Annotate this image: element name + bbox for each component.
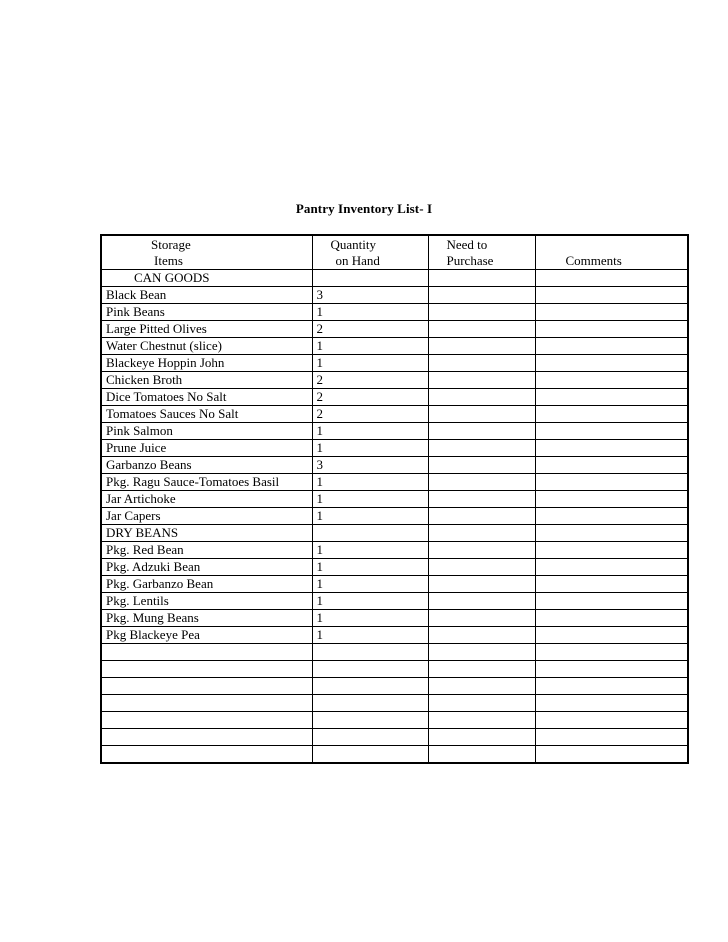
header-storage-items <box>101 235 312 270</box>
need-to-purchase-cell <box>428 508 535 525</box>
table-row <box>101 559 688 576</box>
comments-cell <box>535 372 688 389</box>
header-comments-label: Comments <box>565 253 622 268</box>
item-name-cell: Pkg. Ragu Sauce-Tomatoes Basil <box>101 474 312 491</box>
need-to-purchase-cell <box>428 661 535 678</box>
comments-cell <box>535 457 688 474</box>
comments-cell <box>535 508 688 525</box>
table-section-row <box>101 525 688 542</box>
table-row <box>101 627 688 644</box>
item-name-cell: Pkg. Garbanzo Bean <box>101 576 312 593</box>
need-to-purchase-cell <box>428 406 535 423</box>
section-heading: CAN GOODS <box>101 270 312 287</box>
item-name-cell <box>101 678 312 695</box>
comments-cell <box>535 746 688 764</box>
quantity-cell <box>312 695 428 712</box>
need-to-purchase-cell <box>428 389 535 406</box>
need-to-purchase-cell <box>428 542 535 559</box>
section-heading: DRY BEANS <box>101 525 312 542</box>
comments-cell <box>535 729 688 746</box>
item-name-cell: Pkg. Mung Beans <box>101 610 312 627</box>
item-name-cell: Large Pitted Olives <box>101 321 312 338</box>
item-name-cell: Pink Beans <box>101 304 312 321</box>
inventory-table-body <box>101 270 688 764</box>
item-name-cell: Pkg. Red Bean <box>101 542 312 559</box>
quantity-cell: 1 <box>312 627 428 644</box>
table-row <box>101 440 688 457</box>
quantity-cell: 1 <box>312 576 428 593</box>
need-to-purchase-cell <box>428 525 535 542</box>
quantity-cell <box>312 661 428 678</box>
item-name-cell: Blackeye Hoppin John <box>101 355 312 372</box>
need-to-purchase-cell <box>428 270 535 287</box>
comments-cell <box>535 491 688 508</box>
need-to-purchase-cell <box>428 474 535 491</box>
item-name-cell: Black Bean <box>101 287 312 304</box>
table-row <box>101 661 688 678</box>
table-row <box>101 746 688 764</box>
item-name-cell <box>101 644 312 661</box>
quantity-cell: 2 <box>312 406 428 423</box>
quantity-cell: 1 <box>312 423 428 440</box>
table-row <box>101 729 688 746</box>
table-row <box>101 389 688 406</box>
need-to-purchase-cell <box>428 440 535 457</box>
comments-cell <box>535 661 688 678</box>
table-row <box>101 644 688 661</box>
item-name-cell <box>101 661 312 678</box>
need-to-purchase-cell <box>428 576 535 593</box>
need-to-purchase-cell <box>428 627 535 644</box>
table-row <box>101 474 688 491</box>
quantity-cell: 1 <box>312 304 428 321</box>
need-to-purchase-cell <box>428 321 535 338</box>
table-row <box>101 338 688 355</box>
comments-cell <box>535 610 688 627</box>
need-to-purchase-cell <box>428 423 535 440</box>
quantity-cell: 1 <box>312 338 428 355</box>
comments-cell <box>535 644 688 661</box>
document-title <box>0 201 728 217</box>
item-name-cell: Prune Juice <box>101 440 312 457</box>
quantity-cell: 3 <box>312 457 428 474</box>
comments-cell <box>535 576 688 593</box>
comments-cell <box>535 406 688 423</box>
table-row <box>101 678 688 695</box>
item-name-cell <box>101 695 312 712</box>
quantity-cell: 1 <box>312 593 428 610</box>
inventory-table <box>100 234 689 764</box>
need-to-purchase-cell <box>428 287 535 304</box>
item-name-cell <box>101 712 312 729</box>
table-row <box>101 508 688 525</box>
need-to-purchase-cell <box>428 338 535 355</box>
quantity-cell <box>312 644 428 661</box>
quantity-cell: 1 <box>312 474 428 491</box>
item-name-cell <box>101 729 312 746</box>
table-row <box>101 491 688 508</box>
table-row <box>101 457 688 474</box>
quantity-cell: 1 <box>312 508 428 525</box>
item-name-cell: Pkg Blackeye Pea <box>101 627 312 644</box>
header-storage-line1: Storage <box>151 237 191 252</box>
comments-cell <box>535 321 688 338</box>
comments-cell <box>535 559 688 576</box>
table-row <box>101 304 688 321</box>
header-need-to-purchase <box>428 235 535 270</box>
need-to-purchase-cell <box>428 644 535 661</box>
comments-cell <box>535 304 688 321</box>
quantity-cell: 1 <box>312 610 428 627</box>
table-row <box>101 321 688 338</box>
table-row <box>101 423 688 440</box>
item-name-cell: Tomatoes Sauces No Salt <box>101 406 312 423</box>
quantity-cell: 1 <box>312 542 428 559</box>
comments-cell <box>535 287 688 304</box>
need-to-purchase-cell <box>428 559 535 576</box>
header-need-line1: Need to <box>446 237 488 252</box>
header-need-line2: Purchase <box>446 253 494 268</box>
item-name-cell: Chicken Broth <box>101 372 312 389</box>
quantity-cell <box>312 712 428 729</box>
header-quantity-line2: on Hand <box>335 253 380 268</box>
comments-cell <box>535 695 688 712</box>
document-title-text: Pantry Inventory List- I <box>295 201 433 216</box>
quantity-cell: 2 <box>312 321 428 338</box>
comments-cell <box>535 423 688 440</box>
item-name-cell: Pkg. Adzuki Bean <box>101 559 312 576</box>
comments-cell <box>535 389 688 406</box>
need-to-purchase-cell <box>428 593 535 610</box>
need-to-purchase-cell <box>428 746 535 764</box>
need-to-purchase-cell <box>428 610 535 627</box>
comments-cell <box>535 542 688 559</box>
table-row <box>101 576 688 593</box>
comments-cell <box>535 525 688 542</box>
quantity-cell: 1 <box>312 355 428 372</box>
item-name-cell: Dice Tomatoes No Salt <box>101 389 312 406</box>
item-name-cell: Water Chestnut (slice) <box>101 338 312 355</box>
item-name-cell: Pink Salmon <box>101 423 312 440</box>
table-row <box>101 712 688 729</box>
quantity-cell <box>312 746 428 764</box>
comments-cell <box>535 627 688 644</box>
need-to-purchase-cell <box>428 372 535 389</box>
item-name-cell: Jar Artichoke <box>101 491 312 508</box>
need-to-purchase-cell <box>428 678 535 695</box>
quantity-cell: 2 <box>312 372 428 389</box>
need-to-purchase-cell <box>428 712 535 729</box>
need-to-purchase-cell <box>428 695 535 712</box>
need-to-purchase-cell <box>428 457 535 474</box>
quantity-cell <box>312 270 428 287</box>
table-row <box>101 287 688 304</box>
need-to-purchase-cell <box>428 304 535 321</box>
quantity-cell: 3 <box>312 287 428 304</box>
header-quantity-line1: Quantity <box>330 237 376 252</box>
table-row <box>101 610 688 627</box>
item-name-cell: Garbanzo Beans <box>101 457 312 474</box>
need-to-purchase-cell <box>428 729 535 746</box>
item-name-cell <box>101 746 312 764</box>
table-row <box>101 593 688 610</box>
quantity-cell: 1 <box>312 559 428 576</box>
table-row <box>101 406 688 423</box>
comments-cell <box>535 474 688 491</box>
comments-cell <box>535 270 688 287</box>
item-name-cell: Pkg. Lentils <box>101 593 312 610</box>
table-header-row <box>101 235 688 270</box>
quantity-cell <box>312 678 428 695</box>
quantity-cell: 1 <box>312 491 428 508</box>
quantity-cell <box>312 729 428 746</box>
quantity-cell <box>312 525 428 542</box>
table-row <box>101 695 688 712</box>
quantity-cell: 1 <box>312 440 428 457</box>
table-section-row <box>101 270 688 287</box>
table-row <box>101 372 688 389</box>
comments-cell <box>535 678 688 695</box>
need-to-purchase-cell <box>428 491 535 508</box>
item-name-cell: Jar Capers <box>101 508 312 525</box>
comments-cell <box>535 593 688 610</box>
table-row <box>101 355 688 372</box>
need-to-purchase-cell <box>428 355 535 372</box>
header-comments <box>535 235 688 270</box>
comments-cell <box>535 338 688 355</box>
header-quantity-on-hand <box>312 235 428 270</box>
comments-cell <box>535 712 688 729</box>
header-storage-line2: Items <box>154 253 183 268</box>
quantity-cell: 2 <box>312 389 428 406</box>
comments-cell <box>535 440 688 457</box>
table-row <box>101 542 688 559</box>
comments-cell <box>535 355 688 372</box>
